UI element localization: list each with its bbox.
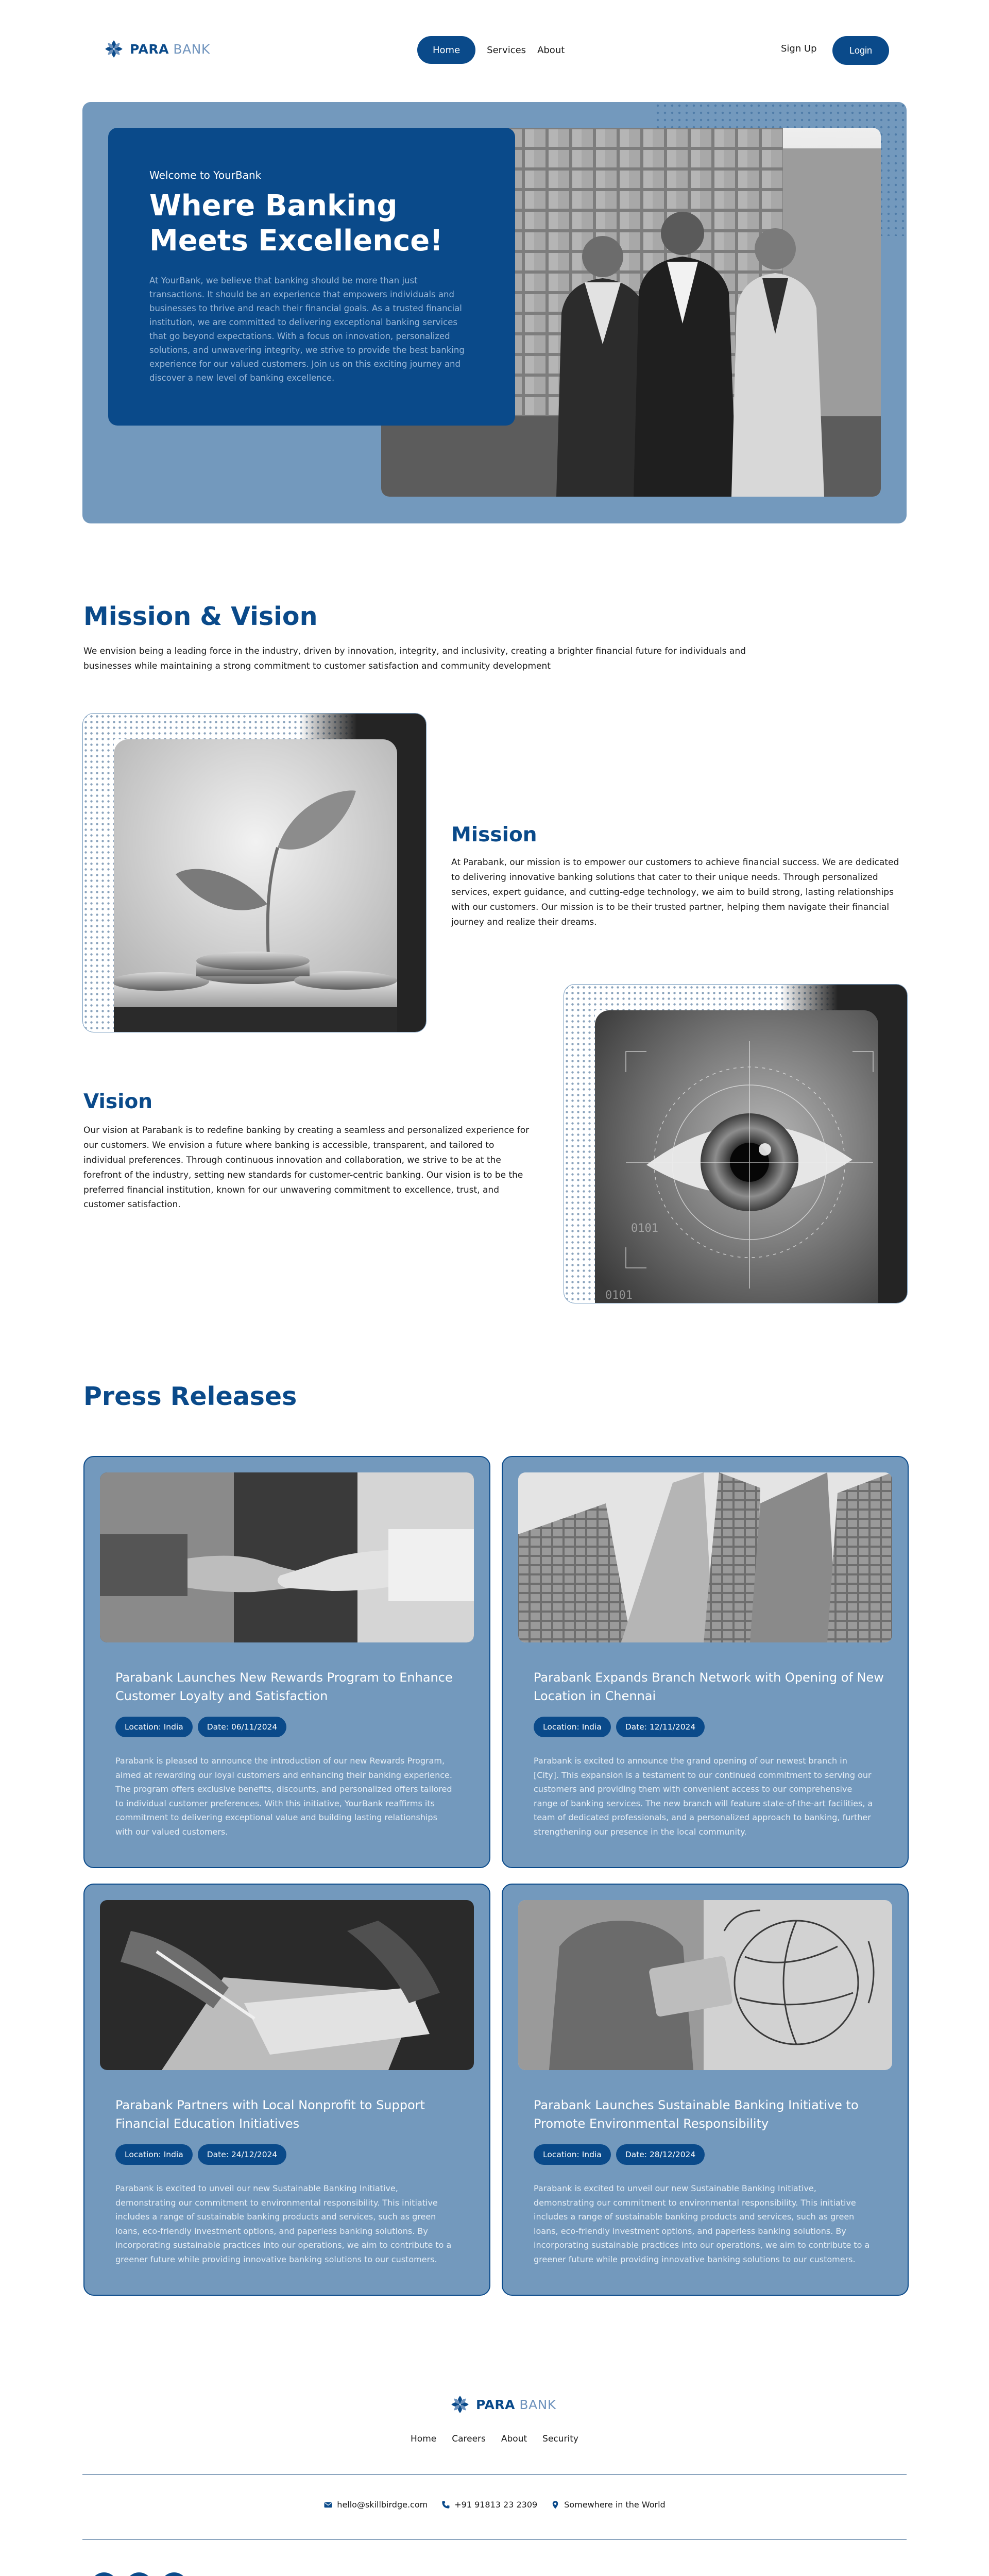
main-nav — [417, 36, 565, 64]
mission-title: Mission — [451, 823, 537, 846]
footer-link-home[interactable]: Home — [411, 2434, 437, 2444]
plant-coins-photo — [114, 739, 397, 1032]
svg-text:0101: 0101 — [605, 1289, 633, 1302]
eye-scan-photo — [595, 1010, 878, 1303]
press-card-title: Parabank Expands Branch Network with Opening of New Location in Chennai — [534, 1670, 884, 1703]
press-card-body: Parabank is excited to unveil our new Sustainable Banking Initiative, demonstrating our commitment to environmental responsibility. This initiative includes a range of sustainable banking products and services, such as green loans, eco-friendly investment options, and paperless banking solutions. By incorporating sustainable practices into our operations, we aim to contribute to a greener future while providing innovative banking solutions to our customers. — [534, 2183, 870, 2264]
vision-image-frame — [564, 984, 908, 1303]
divider — [82, 2539, 907, 2540]
hero-card — [108, 128, 515, 426]
press-releases-title: Press Releases — [83, 1382, 297, 1411]
twitter-icon[interactable] — [126, 2572, 152, 2576]
flower-logo-icon — [103, 38, 125, 60]
signup-link[interactable]: Sign Up — [781, 43, 817, 54]
address-contact[interactable]: Somewhere in the World — [551, 2500, 665, 2510]
phone-contact[interactable]: +91 91813 23 2309 — [441, 2500, 537, 2510]
flower-logo-icon — [449, 2394, 471, 2415]
vision-title: Vision — [83, 1090, 153, 1113]
mission-image-frame — [82, 713, 427, 1032]
date-badge: Date: 06/11/2024 — [198, 1717, 287, 1737]
vision-body: Our vision at Parabank is to redefine banking by creating a seamless and personalized experience for our customers. We envision a future where banking is accessible, transparent, and tailored to individual preferences. Through continuous innovation and collaboration, we strive to be at the forefront of the industry, setting new standards for customer-centric banking. Our vision is to be the preferred financial institution, known for our unwavering commitment to excellence, trust, and customer satisfaction. — [83, 1125, 530, 1210]
nav-services[interactable]: Services — [487, 44, 526, 56]
press-card-title: Parabank Partners with Local Nonprofit to Support Financial Education Initiatives — [115, 2098, 425, 2131]
footer-link-security[interactable]: Security — [542, 2434, 578, 2444]
dot-pattern — [83, 714, 114, 1032]
signing-documents-photo — [100, 1900, 474, 2070]
press-card[interactable] — [502, 1884, 909, 2296]
footer-nav — [0, 2434, 989, 2444]
facebook-icon[interactable] — [91, 2572, 117, 2576]
email-contact[interactable]: hello@skillbirdge.com — [323, 2500, 428, 2510]
press-card-meta — [115, 1717, 286, 1737]
top-navigation — [0, 0, 989, 98]
nav-about[interactable]: About — [537, 44, 565, 56]
mission-body: At Parabank, our mission is to empower our customers to achieve financial success. We are dedicated to delivering innovative banking solutions that cater to their unique needs. Through personalized services, expert guidance, and cutting-edge technology, we aim to build strong, lasting relationships with our customers. Our mission is to be their trusted partner, helping them navigate their financial journey and realize their dreams. — [451, 857, 899, 927]
mission-vision-title: Mission & Vision — [83, 602, 318, 631]
linkedin-icon[interactable] — [161, 2572, 187, 2576]
brand-logo[interactable] — [103, 38, 210, 60]
location-pin-icon — [551, 2500, 560, 2510]
press-card-title: Parabank Launches New Rewards Program to Enhance Customer Loyalty and Satisfaction — [115, 1670, 453, 1703]
globe-tablet-photo — [518, 1900, 892, 2070]
svg-text:0101: 0101 — [631, 1222, 658, 1235]
mail-icon — [323, 2500, 333, 2510]
hero-section — [82, 102, 907, 523]
phone-icon — [441, 2500, 450, 2510]
press-card[interactable] — [502, 1456, 909, 1868]
social-links — [91, 2572, 187, 2576]
handshake-photo — [100, 1472, 474, 1642]
date-badge: Date: 28/12/2024 — [616, 2144, 705, 2165]
press-card-body: Parabank is pleased to announce the introduction of our new Rewards Program, aimed at rewarding our loyal customers and enhancing their banking experience. The program offers exclusive benefits, discounts, and personalized offers tailored to individual customer preferences. With this initiative, YourBank reaffirms its commitment to delivering exceptional value and building lasting relationships with our valued customers. — [115, 1756, 452, 1837]
hero-eyebrow: Welcome to YourBank — [149, 169, 262, 181]
press-card-title: Parabank Launches Sustainable Banking Initiative to Promote Environmental Responsibility — [534, 2098, 859, 2131]
location-badge: Location: India — [534, 2144, 611, 2165]
brand-name: PARA BANK — [130, 41, 210, 57]
press-card[interactable] — [83, 1456, 490, 1868]
date-badge: Date: 24/12/2024 — [198, 2144, 287, 2165]
hero-title: Where Banking Meets Excellence! — [149, 189, 443, 258]
location-badge: Location: India — [115, 1717, 193, 1737]
footer-link-careers[interactable]: Careers — [452, 2434, 486, 2444]
press-card-body: Parabank is excited to unveil our new Sustainable Banking Initiative, demonstrating our commitment to environmental responsibility. This initiative includes a range of sustainable banking products and services, such as green loans, eco-friendly investment options, and paperless banking solutions. By incorporating sustainable practices into our operations, we aim to contribute to a greener future while providing innovative banking solutions to our customers. — [115, 2183, 452, 2264]
press-card-meta — [115, 2144, 286, 2165]
contact-info — [0, 2500, 989, 2510]
hero-body: At YourBank, we believe that banking should be more than just transactions. It should be an experience that empowers individuals and businesses to thrive and reach their financial goals. As a trusted financial institution, we are committed to delivering exceptional banking services that go beyond expectations. With a focus on innovation, personalized solutions, and unwavering integrity, we strive to provide the best banking experience for our valued customers. Join us on this exciting journey and discover a new level of banking excellence. — [149, 275, 465, 383]
press-card[interactable] — [83, 1884, 490, 2296]
login-button[interactable]: Login — [832, 36, 889, 65]
press-card-meta — [534, 2144, 705, 2165]
location-badge: Location: India — [115, 2144, 193, 2165]
mission-vision-description: We envision being a leading force in the industry, driven by innovation, integrity, and inclusivity, creating a brighter financial future for individuals and businesses while maintaining a strong commitment to customer satisfaction and community development — [83, 646, 746, 671]
press-card-body: Parabank is excited to announce the grand opening of our newest branch in [City]. This expansion is a testament to our continued commitment to serving our customers and providing them with convenient access to our comprehensive range of banking services. The new branch will feature state-of-the-art facilities, a team of dedicated professionals, and a personalized approach to banking, further strengthening our presence in the local community. — [534, 1756, 873, 1837]
footer-link-about[interactable]: About — [501, 2434, 527, 2444]
footer-brand-logo[interactable] — [449, 2394, 556, 2415]
dot-pattern — [564, 985, 595, 1303]
date-badge: Date: 12/11/2024 — [616, 1717, 705, 1737]
skyscrapers-photo — [518, 1472, 892, 1642]
press-card-meta — [534, 1717, 705, 1737]
nav-home[interactable]: Home — [417, 36, 475, 64]
divider — [82, 2474, 907, 2475]
location-badge: Location: India — [534, 1717, 611, 1737]
brand-name: PARA BANK — [476, 2397, 556, 2412]
